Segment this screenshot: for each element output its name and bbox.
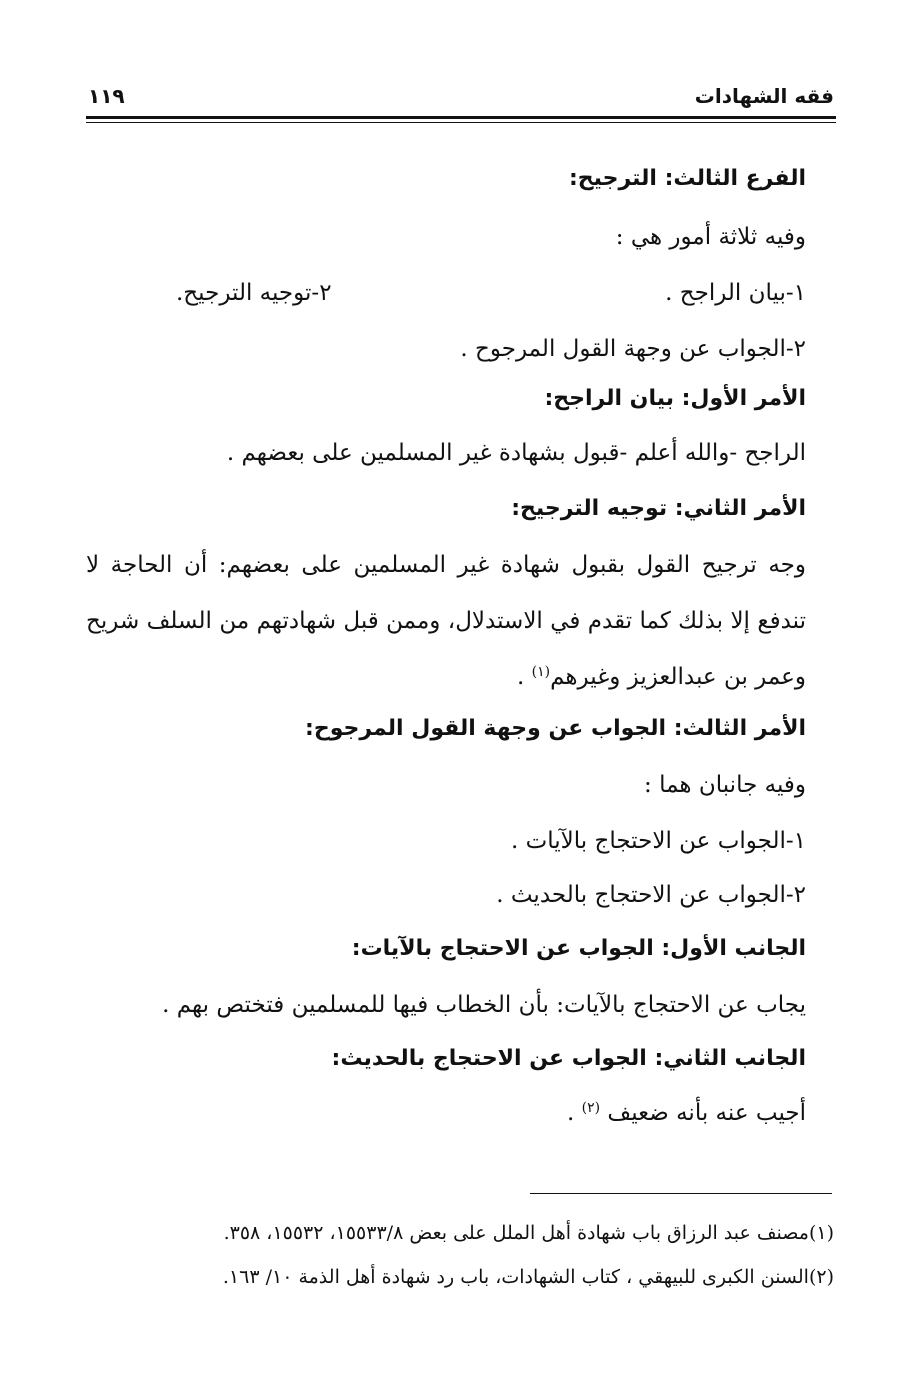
page-number: ١١٩ <box>88 84 125 108</box>
subheading: الأمر الأول: بيان الراجح: <box>544 386 806 411</box>
header-rule-thick <box>86 116 836 119</box>
paragraph-line <box>517 662 806 692</box>
subheading: الأمر الثاني: توجيه الترجيح: <box>511 496 806 521</box>
footnote-separator <box>530 1193 832 1194</box>
header-rule-thin <box>86 122 836 123</box>
paragraph-line: تندفع إلا بذلك كما تقدم في الاستدلال، وممن قبل شهادتهم من السلف شريح <box>86 608 806 634</box>
intro-text: وفيه ثلاثة أمور هي : <box>615 224 806 250</box>
paragraph-text: أجيب عنه بأنه ضعيف <box>600 1100 806 1126</box>
list-item: ١-بيان الراجح . <box>665 280 806 306</box>
paragraph-line: وجه ترجيح القول بقبول شهادة غير المسلمين على بعضهم: أن الحاجة لا <box>86 552 806 578</box>
list-item: ٢-توجيه الترجيح. <box>176 280 332 306</box>
paragraph-line <box>567 1098 806 1128</box>
section-heading: الفرع الثالث: الترجيح: <box>568 166 806 191</box>
list-item: ٢-الجواب عن الاحتجاج بالحديث . <box>496 882 806 908</box>
subheading: الجانب الثاني: الجواب عن الاحتجاج بالحديث: <box>331 1046 806 1071</box>
intro-text: وفيه جانبان هما : <box>644 772 806 798</box>
paragraph-text: وعمر بن عبدالعزيز وغيرهم <box>550 664 806 690</box>
subheading: الأمر الثالث: الجواب عن وجهة القول المرجوح: <box>305 716 806 741</box>
paragraph-end: . <box>567 1100 582 1126</box>
paragraph: الراجح -والله أعلم -قبول بشهادة غير المسلمين على بعضهم . <box>226 440 806 466</box>
paragraph: يجاب عن الاحتجاج بالآيات: بأن الخطاب فيها للمسلمين فتختص بهم . <box>162 992 806 1018</box>
footnote: (١)مصنف عبد الرزاق باب شهادة أهل الملل على بعض ١٥٥٣٣/٨، ١٥٥٣٢، ٣٥٨. <box>223 1222 834 1244</box>
list-item: ٢-الجواب عن وجهة القول المرجوح . <box>460 336 806 362</box>
footnote-ref: (٢) <box>581 1100 601 1116</box>
list-item: ١-الجواب عن الاحتجاج بالآيات . <box>510 828 806 854</box>
footnote: (٢)السنن الكبرى للبيهقي ، كتاب الشهادات، باب رد شهادة أهل الذمة ١٠/ ١٦٣. <box>222 1266 834 1288</box>
paragraph-end: . <box>517 664 532 690</box>
subheading: الجانب الأول: الجواب عن الاحتجاج بالآيات: <box>351 936 806 961</box>
running-header-title: فقه الشهادات <box>694 84 834 108</box>
footnote-ref: (١) <box>531 664 551 680</box>
